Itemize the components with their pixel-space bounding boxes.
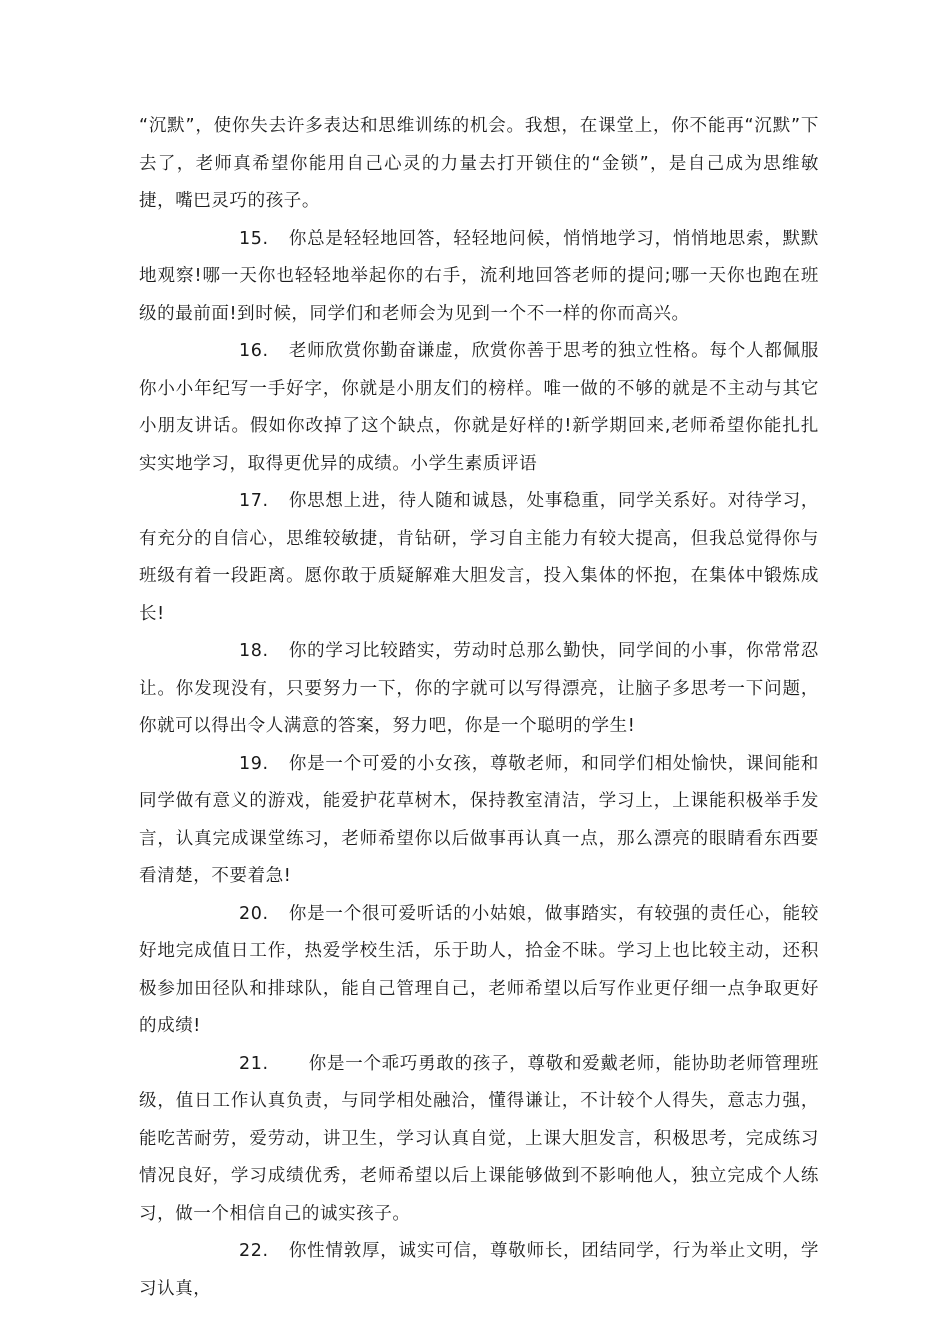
paragraph-21 [139,1046,819,1234]
paragraph-number: 17. [239,491,269,511]
paragraph-number: 19. [239,753,269,774]
paragraph-17 [139,483,819,633]
paragraph-number: 15. [239,228,269,249]
paragraph-text: 你性情敦厚，诚实可信，尊敬师长，团结同学，行为举止文明，学习认真， [139,1241,819,1299]
paragraph-15 [139,221,819,334]
paragraph-number: 18. [239,641,269,661]
paragraph-number: 21. [239,1053,269,1074]
paragraph-text: 你的学习比较踏实，劳动时总那么勤快，同学间的小事，你常常忍让。你发现没有，只要努力一下，你的字就可以写得漂亮，让脑子多思考一下问题，你就可以得出令人满意的答案，努力吧，你是一个聪明的学生! [139,641,819,736]
paragraph-19 [139,746,819,896]
paragraph-text: 你思想上进，待人随和诚恳，处事稳重，同学关系好。对待学习，有充分的自信心，思维较敏捷，肯钻研，学习自主能力有较大提高，但我总觉得你与班级有着一段距离。愿你敢于质疑解难大胆发言，投入集体的怀抱，在集体中锻炼成长! [139,491,819,624]
paragraph-18 [139,633,819,746]
paragraph-number: 16. [239,341,269,361]
paragraph-number: 20. [239,903,269,924]
document-body [139,108,819,1308]
paragraph-text: 你总是轻轻地回答，轻轻地问候，悄悄地学习，悄悄地思索，默默地观察!哪一天你也轻轻地举起你的右手，流利地回答老师的提问;哪一天你也跑在班级的最前面!到时候，同学们和老师会为见到一个不一样的你而高兴。 [139,228,819,324]
paragraph-text: 老师欣赏你勤奋谦虚，欣赏你善于思考的独立性格。每个人都佩服你小小年纪写一手好字，你就是小朋友们的榜样。唯一做的不够的就是不主动与其它小朋友讲话。假如你改掉了这个缺点，你就是好样的!新学期回来,老师希望你能扎扎实实地学习，取得更优异的成绩。小学生素质评语 [139,341,819,474]
paragraph-text: 你是一个乖巧勇敢的孩子，尊敬和爱戴老师，能协助老师管理班级，值日工作认真负责，与同学相处融洽，懂得谦让，不计较个人得失，意志力强，能吃苦耐劳，爱劳动，讲卫生，学习认真自觉，上课大胆发言，积极思考，完成练习情况良好，学习成绩优秀，老师希望以后上课能够做到不影响他人，独立完成个人练习，做一个相信自己的诚实孩子。 [139,1053,819,1224]
paragraph-continuation [139,108,819,221]
paragraph-text: “沉默”，使你失去许多表达和思维训练的机会。我想，在课堂上，你不能再“沉默”下去了，老师真希望你能用自己心灵的力量去打开锁住的“金锁”，是自己成为思维敏捷，嘴巴灵巧的孩子。 [139,116,819,211]
paragraph-text: 你是一个可爱的小女孩，尊敬老师，和同学们相处愉快，课间能和同学做有意义的游戏，能爱护花草树木，保持教室清洁，学习上，上课能积极举手发言，认真完成课堂练习，老师希望你以后做事再认真一点，那么漂亮的眼睛看东西要看清楚，不要着急! [139,753,819,886]
paragraph-text: 你是一个很可爱听话的小姑娘，做事踏实，有较强的责任心，能较好地完成值日工作，热爱学校生活，乐于助人，拾金不昧。学习上也比较主动，还积极参加田径队和排球队，能自己管理自己，老师希望以后写作业更仔细一点争取更好的成绩! [139,903,819,1036]
paragraph-20 [139,896,819,1046]
paragraph-16 [139,333,819,483]
paragraph-number: 22. [239,1241,269,1261]
paragraph-22 [139,1233,819,1308]
